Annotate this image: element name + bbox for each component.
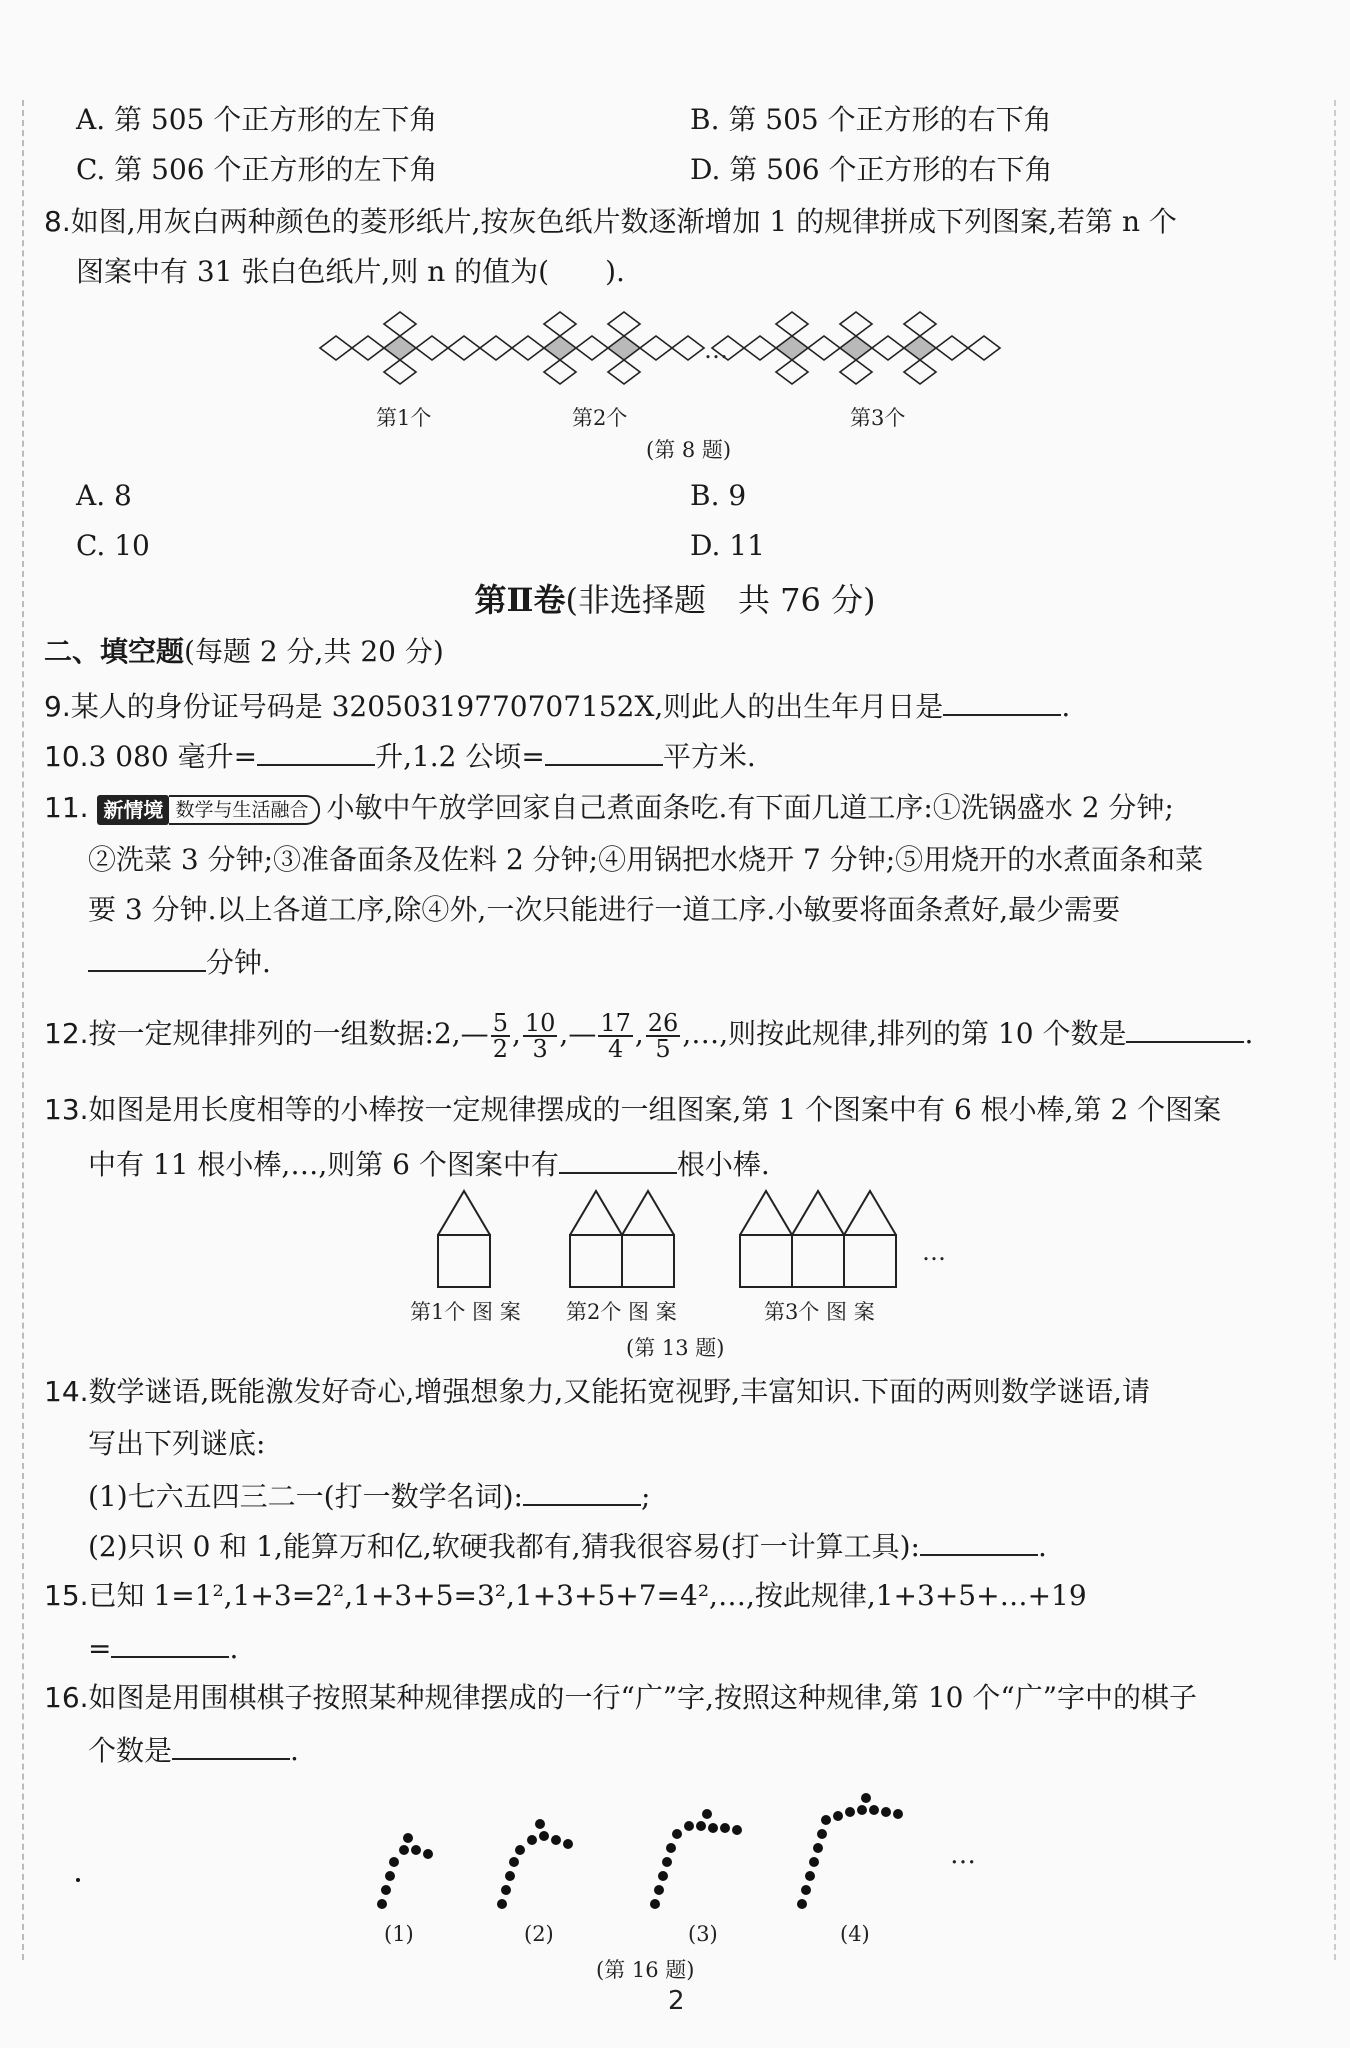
q11-line4 <box>88 940 271 983</box>
q12-fraction-2 <box>523 1008 558 1063</box>
q13-text-2a: 中有 11 根小棒,…,则第 6 个图案中有 <box>88 1148 559 1181</box>
q9 <box>44 684 1070 727</box>
q13-pattern-2 <box>570 1191 674 1287</box>
q9-end: . <box>1061 690 1071 723</box>
q8-pattern-3 <box>712 312 1000 384</box>
right-margin-rule <box>1334 100 1336 1960</box>
q14-sub2-blank[interactable] <box>920 1524 1038 1556</box>
q10-part3: 平方米. <box>662 740 756 773</box>
q10-part2: 升,1.2 公顷= <box>375 740 545 773</box>
q8-option-b: B. 9 <box>690 479 747 512</box>
q16-label-4: (4) <box>840 1922 870 1946</box>
fill-in-heading <box>44 632 444 672</box>
q16-caption: (第 16 题) <box>596 1958 695 1982</box>
q13-caption: (第 13 题) <box>626 1336 725 1360</box>
fraction-numerator: 26 <box>647 1008 679 1037</box>
q13-text-1: 如图是用长度相等的小棒按一定规律摆成的一组图案,第 1 个图案中有 6 根小棒,第 2 个图案 <box>88 1093 1222 1126</box>
q14-line1 <box>44 1372 1150 1412</box>
q10 <box>44 734 756 777</box>
q16-line1 <box>44 1678 1197 1718</box>
q12-lead: 按一定规律排列的一组数据:2,— <box>88 1017 489 1050</box>
q16-pattern-3 <box>650 1809 742 1909</box>
fill-in-heading-rest: (每题 2 分,共 20 分) <box>184 635 444 668</box>
fraction-numerator: 10 <box>524 1008 556 1037</box>
q16-text-2b: . <box>290 1734 299 1767</box>
q16-pattern-4 <box>797 1793 903 1909</box>
q12-number: 12. <box>44 1017 89 1050</box>
q13-pattern-3 <box>740 1191 896 1287</box>
q7-option-d: D. 第 506 个正方形的右下角 <box>690 153 1053 186</box>
q8-option-a: A. 8 <box>76 479 132 512</box>
q15-line2 <box>88 1626 238 1669</box>
q14-sub1-blank[interactable] <box>523 1474 641 1506</box>
q8-ellipsis: … <box>704 336 728 364</box>
q11-line1 <box>44 788 1174 828</box>
q13-line2 <box>88 1142 770 1185</box>
q16-number: 16. <box>44 1681 89 1714</box>
q12-fraction-1 <box>491 1008 510 1063</box>
math-life-badge: 数学与生活融合 <box>169 795 320 825</box>
q12-tail: ,…,则按此规律,排列的第 10 个数是 <box>682 1017 1127 1050</box>
q11-line2: ②洗菜 3 分钟;③准备面条及佐料 2 分钟;④用锅把水烧开 7 分钟;⑤用烧开的水煮面条和菜 <box>88 843 1204 876</box>
q13-label-3: 第3个 图 案 <box>764 1300 875 1324</box>
fraction-numerator: 5 <box>492 1008 508 1037</box>
q11-line4-end: 分钟. <box>206 946 271 979</box>
q12-fraction-3 <box>598 1008 633 1063</box>
q15-equals: = <box>88 1632 112 1665</box>
q14-number: 14. <box>44 1375 89 1408</box>
q11-answer-blank[interactable] <box>88 940 206 972</box>
q8-option-d: D. 11 <box>690 529 765 562</box>
fraction-denominator: 3 <box>532 1034 548 1063</box>
q10-part1: 3 080 毫升= <box>88 740 258 773</box>
q13-text-2b: 根小棒. <box>676 1148 770 1181</box>
q7-option-c: C. 第 506 个正方形的左下角 <box>76 153 438 186</box>
page-number: 2 <box>668 1986 685 2016</box>
q16-ellipsis: … <box>950 1840 976 1870</box>
q16-label-3: (3) <box>688 1922 718 1946</box>
q12-separator: ,— <box>559 1017 597 1050</box>
q16-figure <box>360 1770 980 1920</box>
fraction-denominator: 4 <box>607 1034 624 1063</box>
q12-fraction-4 <box>646 1008 681 1063</box>
q13-pattern-1 <box>438 1191 490 1287</box>
q7-option-b: B. 第 505 个正方形的右下角 <box>690 103 1052 136</box>
q15-text-1: 已知 1=1²,1+3=2²,1+3+5=3²,1+3+5+7=4²,…,按此规律,1+3+5+…+19 <box>88 1579 1087 1612</box>
q9-answer-blank[interactable] <box>943 684 1061 716</box>
section-2-title-bold: 第Ⅱ卷 <box>474 581 566 619</box>
q13-label-1: 第1个 图 案 <box>410 1300 521 1324</box>
q8-option-c: C. 10 <box>76 529 150 562</box>
q14-line2: 写出下列谜底: <box>88 1427 266 1460</box>
q9-text: 某人的身份证号码是 32050319770707152X,则此人的出生年月日是 <box>70 690 944 723</box>
q14-sub2-end: . <box>1037 1530 1047 1563</box>
q13-figure <box>430 1185 970 1295</box>
fill-in-heading-bold: 二、填空题 <box>44 635 185 668</box>
q11-number: 11. <box>44 791 89 824</box>
q14-sub1 <box>88 1474 650 1517</box>
q12-answer-blank[interactable] <box>1126 1011 1244 1043</box>
q8-label-1: 第1个 <box>376 406 432 430</box>
q7-option-a: A. 第 505 个正方形的左下角 <box>76 103 438 136</box>
q8-figure <box>330 300 1050 420</box>
q8-label-3: 第3个 <box>850 406 906 430</box>
q16-line2 <box>88 1728 299 1771</box>
q10-blank-1[interactable] <box>257 734 375 766</box>
q11-line3: 要 3 分钟.以上各道工序,除④外,一次只能进行一道工序.小敏要将面条煮好,最少需要 <box>88 893 1121 926</box>
q8-label-2: 第2个 <box>572 406 628 430</box>
q16-text-1: 如图是用围棋棋子按照某种规律摆成的一行“广”字,按照这种规律,第 10 个“广”字中的棋子 <box>88 1681 1198 1714</box>
q13-ellipsis: … <box>922 1238 946 1266</box>
q8-pattern-2 <box>480 312 704 384</box>
q13-answer-blank[interactable] <box>559 1142 677 1174</box>
q14-sub2-text: (2)只识 0 和 1,能算万和亿,软硬我都有,猜我很容易(打一计算工具): <box>88 1530 920 1563</box>
q16-label-2: (2) <box>524 1922 554 1946</box>
q8-text-1: 如图,用灰白两种颜色的菱形纸片,按灰色纸片数逐渐增加 1 的规律拼成下列图案,若第 n 个 <box>70 205 1177 238</box>
q11-text-1: 小敏中午放学回家自己煮面条吃.有下面几道工序:①洗锅盛水 2 分钟; <box>326 791 1174 824</box>
q15-number: 15. <box>44 1579 89 1612</box>
q12 <box>44 1000 1253 1068</box>
q14-sub1-text: (1)七六五四三二一(打一数学名词): <box>88 1480 523 1513</box>
q8-number: 8. <box>44 205 71 238</box>
q13-number: 13. <box>44 1093 89 1126</box>
q9-number: 9. <box>44 690 71 723</box>
q14-text-1: 数学谜语,既能激发好奇心,增强想象力,又能拓宽视野,丰富知识.下面的两则数学谜语,请 <box>88 1375 1150 1408</box>
q8-line1 <box>44 202 1177 242</box>
q16-pattern-2 <box>497 1819 573 1909</box>
q13-label-2: 第2个 图 案 <box>566 1300 677 1324</box>
q12-end: . <box>1244 1017 1254 1050</box>
section-2-title-rest: (非选择题 共 76 分) <box>565 581 876 619</box>
q10-number: 10. <box>44 740 89 773</box>
q8-pattern-1 <box>320 312 480 384</box>
q10-blank-2[interactable] <box>545 734 663 766</box>
q16-answer-blank[interactable] <box>172 1728 290 1760</box>
q14-sub1-end: ; <box>640 1480 651 1513</box>
q8-line2: 图案中有 31 张白色纸片,则 n 的值为( ). <box>76 255 625 288</box>
q16-label-1: (1) <box>384 1922 414 1946</box>
q12-separator: , <box>634 1017 644 1050</box>
q8-caption: (第 8 题) <box>646 438 732 462</box>
new-context-badge: 新情境 <box>97 795 169 825</box>
left-margin-rule <box>22 100 24 1960</box>
q16-pattern-1 <box>377 1833 433 1909</box>
fraction-numerator: 17 <box>600 1008 631 1037</box>
q15-line1 <box>44 1576 1087 1616</box>
fraction-denominator: 2 <box>492 1034 508 1063</box>
q13-line1 <box>44 1090 1221 1130</box>
q12-separator: , <box>511 1017 521 1050</box>
q15-end: . <box>229 1632 239 1665</box>
section-2-title <box>0 578 1350 622</box>
q15-answer-blank[interactable] <box>111 1626 229 1658</box>
fraction-denominator: 5 <box>655 1034 671 1063</box>
q16-text-2a: 个数是 <box>88 1734 173 1767</box>
q14-sub2 <box>88 1524 1047 1567</box>
